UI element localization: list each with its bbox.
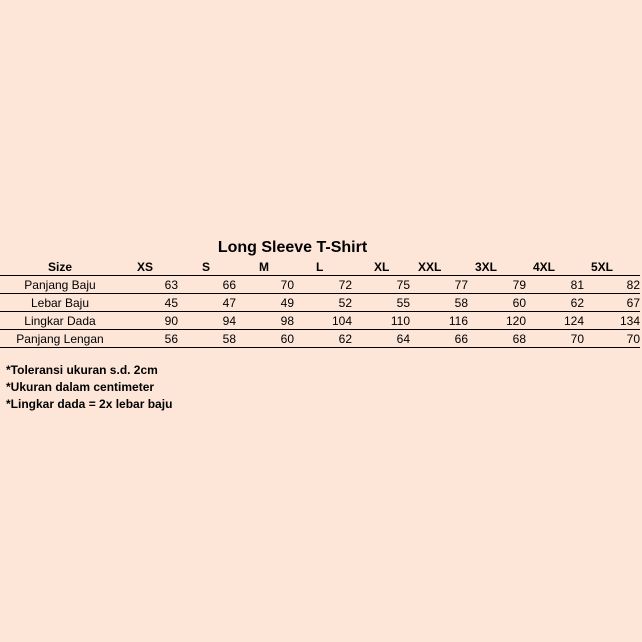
- table-cell: 67: [584, 294, 640, 312]
- row-label: Panjang Lengan: [0, 330, 120, 348]
- note-chest-formula: *Lingkar dada = 2x lebar baju: [6, 397, 173, 411]
- table-cell: 134: [584, 312, 640, 330]
- table-cell: 77: [410, 276, 468, 294]
- size-4xl-header: 4XL: [526, 258, 584, 276]
- size-5xl-header: 5XL: [584, 258, 640, 276]
- table-cell: 60: [468, 294, 526, 312]
- table-cell: 64: [352, 330, 410, 348]
- notes-section: [6, 362, 172, 413]
- table-cell: 90: [120, 312, 178, 330]
- note-tolerance: *Toleransi ukuran s.d. 2cm: [6, 363, 158, 377]
- table-cell: 116: [410, 312, 468, 330]
- table-cell: 72: [294, 276, 352, 294]
- table-cell: 62: [294, 330, 352, 348]
- size-xs-header: XS: [120, 258, 178, 276]
- table-cell: 60: [236, 330, 294, 348]
- table-cell: 110: [352, 312, 410, 330]
- table-cell: 70: [526, 330, 584, 348]
- table-cell: 82: [584, 276, 640, 294]
- size-m-header: M: [236, 258, 294, 276]
- chart-title: Long Sleeve T-Shirt: [217, 239, 368, 256]
- table-cell: 58: [410, 294, 468, 312]
- table-cell: 70: [584, 330, 640, 348]
- table-cell: 98: [236, 312, 294, 330]
- table-cell: 66: [410, 330, 468, 348]
- table-cell: 63: [120, 276, 178, 294]
- table-cell: 62: [526, 294, 584, 312]
- table-cell: 70: [236, 276, 294, 294]
- table-cell: 55: [352, 294, 410, 312]
- size-3xl-header: 3XL: [468, 258, 526, 276]
- size-s-header: S: [178, 258, 236, 276]
- table-row: [0, 276, 640, 294]
- table-cell: 94: [178, 312, 236, 330]
- size-xl-header: XL: [352, 258, 410, 276]
- size-xxl-header: XXL: [410, 258, 468, 276]
- row-label: Lebar Baju: [0, 294, 120, 312]
- table-cell: 56: [120, 330, 178, 348]
- note-unit: *Ukuran dalam centimeter: [6, 380, 155, 394]
- table-cell: 79: [468, 276, 526, 294]
- row-label: Panjang Baju: [0, 276, 120, 294]
- table-cell: 66: [178, 276, 236, 294]
- table-cell: 120: [468, 312, 526, 330]
- table-row: [0, 312, 640, 330]
- table-cell: 47: [178, 294, 236, 312]
- table-cell: 58: [178, 330, 236, 348]
- table-cell: 81: [526, 276, 584, 294]
- size-chart-table: [0, 258, 640, 348]
- table-cell: 124: [526, 312, 584, 330]
- size-l-header: L: [294, 258, 352, 276]
- table-cell: 49: [236, 294, 294, 312]
- header-row: [0, 258, 640, 276]
- table-cell: 104: [294, 312, 352, 330]
- table-cell: 52: [294, 294, 352, 312]
- row-label: Lingkar Dada: [0, 312, 120, 330]
- size-header: Size: [0, 258, 120, 276]
- table-cell: 68: [468, 330, 526, 348]
- table-cell: 75: [352, 276, 410, 294]
- table-cell: 45: [120, 294, 178, 312]
- table-row: [0, 294, 640, 312]
- table-row: [0, 330, 640, 348]
